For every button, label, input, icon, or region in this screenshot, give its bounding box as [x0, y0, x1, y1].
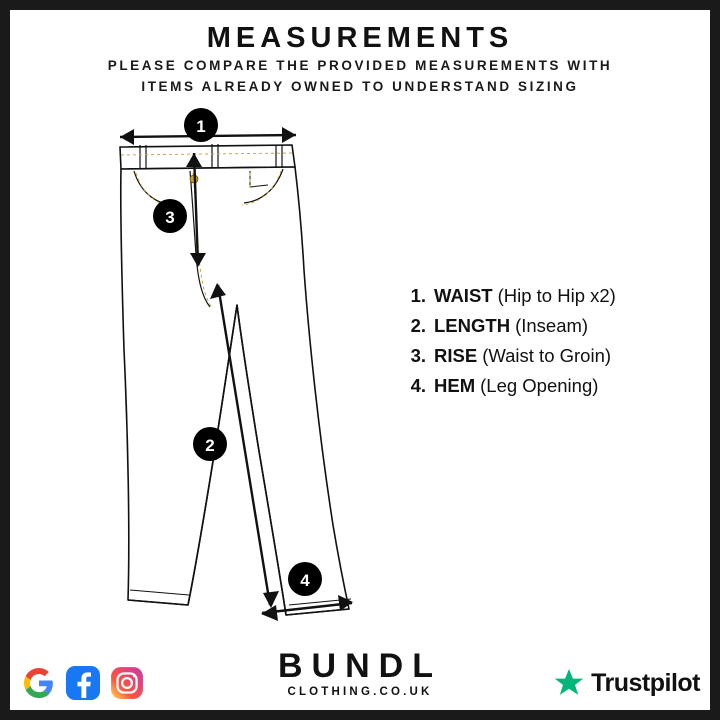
frame-border-bottom — [0, 710, 720, 720]
frame-border-right — [710, 0, 720, 720]
jeans-illustration-svg — [90, 105, 390, 625]
legend-item-hem-number: 4. — [410, 375, 426, 396]
legend-item-waist-desc: (Hip to Hip x2) — [497, 285, 616, 306]
brand-name: BUNDL — [278, 647, 442, 685]
legend-item-length-number: 2. — [410, 315, 426, 336]
marker-4 — [288, 562, 322, 596]
subtitle-line-2: ITEMS ALREADY OWNED TO UNDERSTAND SIZING — [141, 79, 579, 94]
legend-item-waist — [400, 285, 690, 307]
legend-item-hem-desc: (Leg Opening) — [480, 375, 599, 396]
trustpilot-label: Trustpilot — [591, 668, 700, 697]
legend-item-hem — [400, 375, 690, 397]
measurement-legend — [400, 285, 690, 405]
legend-item-length — [400, 315, 690, 337]
trustpilot-star-icon — [554, 668, 584, 698]
page-title: MEASUREMENTS — [206, 22, 514, 54]
marker-1-label: 1 — [196, 117, 206, 136]
frame-border-top — [0, 0, 720, 10]
legend-item-waist-label: WAIST — [434, 285, 493, 306]
page-subtitle — [60, 55, 660, 97]
facebook-icon[interactable] — [66, 666, 100, 700]
marker-4-label: 4 — [300, 571, 310, 590]
google-icon[interactable] — [22, 666, 56, 700]
legend-item-rise-desc: (Waist to Groin) — [482, 345, 612, 366]
jeans-diagram — [90, 105, 390, 625]
legend-item-rise-number: 3. — [410, 345, 426, 366]
marker-2-label: 2 — [205, 436, 215, 455]
brand-domain: CLOTHING.CO.UK — [287, 686, 433, 698]
marker-3-label: 3 — [165, 208, 175, 227]
legend-item-length-label: LENGTH — [434, 315, 511, 336]
legend-item-rise-label: RISE — [434, 345, 478, 366]
subtitle-line-1: PLEASE COMPARE THE PROVIDED MEASUREMENTS WITH — [107, 58, 613, 73]
marker-1 — [184, 108, 218, 142]
marker-2 — [193, 427, 227, 461]
trustpilot-badge[interactable] — [554, 668, 700, 698]
frame-border-left — [0, 0, 10, 720]
legend-item-length-desc: (Inseam) — [515, 315, 589, 336]
marker-3 — [153, 199, 187, 233]
legend-item-waist-number: 1. — [410, 285, 426, 306]
legend-item-hem-label: HEM — [434, 375, 476, 396]
instagram-icon[interactable] — [110, 666, 144, 700]
social-links — [22, 666, 144, 700]
legend-item-rise — [400, 345, 690, 367]
